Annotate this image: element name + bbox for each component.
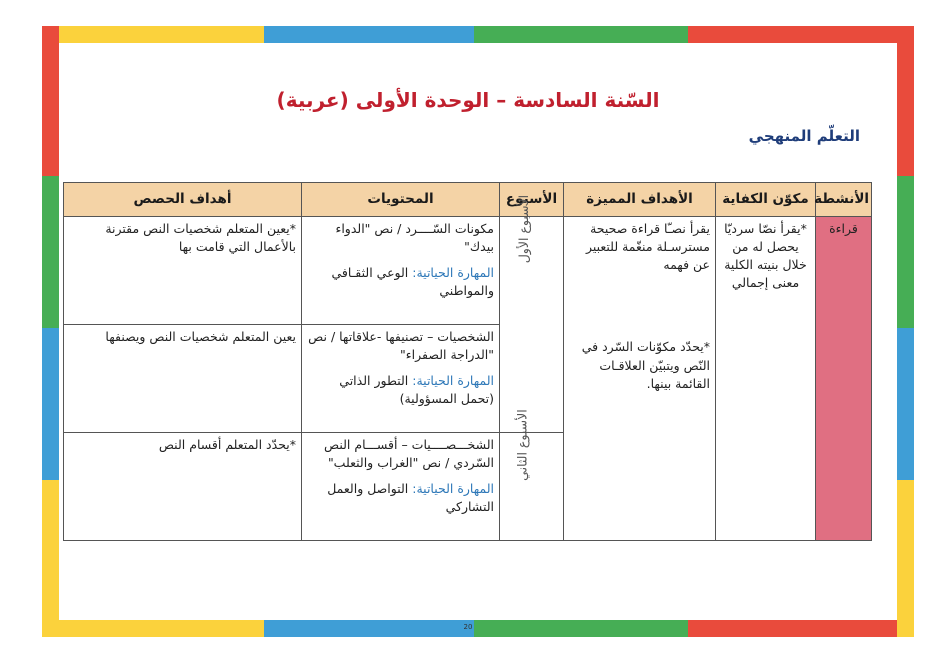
objective-text: *يحدّد مكوّنات السّرد في النّص ويتبيّن العلاقـات القائمة بينها. bbox=[581, 339, 710, 391]
lesson-plan-table bbox=[63, 182, 872, 541]
week-cell bbox=[500, 409, 564, 541]
life-skill bbox=[307, 372, 494, 408]
frame-top-blue bbox=[264, 26, 474, 43]
competency-text: *يقرأ نصّا سرديّا يحصل له من خلال بنيته الكلية معنى إجمالي bbox=[724, 221, 807, 291]
content-cell bbox=[302, 325, 500, 433]
life-skill-label: المهارة الحياتية: bbox=[412, 373, 494, 389]
life-skill bbox=[307, 264, 494, 300]
frame-top-red bbox=[688, 26, 914, 43]
goal-text: يعين المتعلم شخصيات النص ويصنفها bbox=[105, 329, 296, 344]
header-activities: الأنشطة bbox=[816, 183, 872, 217]
frame-left-yellow bbox=[42, 480, 59, 637]
content-text: الشخـــصــــيات – أقســـام النص السّردي / نص "الغراب والثعلب" bbox=[324, 437, 494, 471]
life-skill-value: الوعي الثقـافي والمواطني bbox=[331, 265, 494, 299]
activity-label: قراءة bbox=[829, 221, 858, 236]
page-title: السّنة السادسة – الوحدة الأولى (عربية) bbox=[276, 88, 660, 112]
goal-cell bbox=[64, 433, 302, 541]
table-header-row bbox=[64, 183, 872, 217]
frame-left-green bbox=[42, 176, 59, 328]
content-text: الشخصيات – تصنيفها -علاقاتها / نص "الدراجة الصفراء" bbox=[308, 329, 494, 363]
life-skill bbox=[307, 480, 494, 516]
objective-text: يقرأ نصـّا قراءة صحيحة مسترسـلة منغّمة للتعبير عن فهمه bbox=[585, 221, 710, 273]
page-number: 20 bbox=[463, 623, 473, 631]
frame-right-green bbox=[897, 176, 914, 328]
header-competency: مكوّن الكفاية bbox=[716, 183, 816, 217]
content-cell bbox=[302, 217, 500, 325]
life-skill-value: التطور الذاتي (تحمل المسؤولية) bbox=[339, 373, 494, 407]
frame-right-yellow bbox=[897, 480, 914, 637]
life-skill-label: المهارة الحياتية: bbox=[412, 481, 494, 497]
content-cell bbox=[302, 433, 500, 541]
goal-cell bbox=[64, 217, 302, 325]
competency-cell bbox=[716, 217, 816, 541]
frame-top-yellow bbox=[42, 26, 264, 43]
frame-top-green bbox=[474, 26, 688, 43]
goal-text: *يحدّد المتعلم أقسام النص bbox=[158, 437, 296, 452]
header-objectives: الأهداف المميزة bbox=[564, 183, 716, 217]
header-week: الأسبوع bbox=[500, 183, 564, 217]
table-row bbox=[64, 217, 872, 325]
goal-cell bbox=[64, 325, 302, 433]
header-contents: المحتويات bbox=[302, 183, 500, 217]
week-label: الأسبوع الأول bbox=[515, 194, 531, 264]
frame-right-blue bbox=[897, 328, 914, 480]
life-skill-label: المهارة الحياتية: bbox=[412, 265, 494, 281]
activity-cell bbox=[816, 217, 872, 541]
header-lesson-goals: أهداف الحصص bbox=[64, 183, 302, 217]
content-text: مكونات السّــــرد / نص "الدواء بيدك" bbox=[335, 221, 494, 255]
section-subtitle: التعلّم المنهجي bbox=[748, 127, 860, 145]
week-label: الأسبوع الثاني bbox=[514, 409, 530, 481]
life-skill-value: التواصل والعمل التشاركي bbox=[327, 481, 494, 515]
objectives-cell bbox=[564, 217, 716, 541]
frame-left-blue bbox=[42, 328, 59, 480]
goal-text: *يعين المتعلم شخصيات النص مقترنة بالأعمال التي قامت بها bbox=[105, 221, 296, 255]
week-cell bbox=[500, 194, 564, 433]
